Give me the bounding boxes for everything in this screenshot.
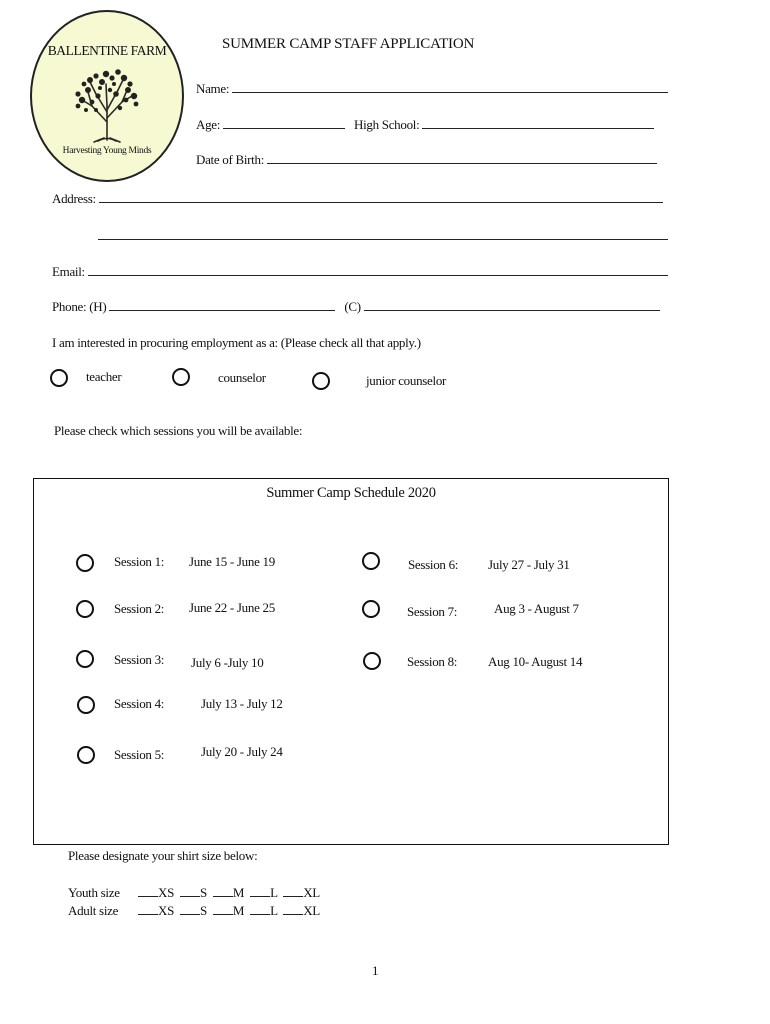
session-7-radio[interactable] (362, 600, 380, 618)
youth-xl-blank[interactable] (283, 884, 303, 897)
session-3-radio[interactable] (76, 650, 94, 668)
youth-s-blank[interactable] (180, 884, 200, 897)
logo-top-text: BALLENTINE FARM (47, 43, 167, 58)
adult-s-label: S (199, 903, 207, 918)
adult-m-label: M (232, 903, 245, 918)
session-4-radio[interactable] (77, 696, 95, 714)
email-field[interactable] (88, 263, 668, 276)
email-label: Email: (52, 264, 85, 279)
adult-l-blank[interactable] (250, 902, 270, 915)
address-label: Address: (52, 191, 96, 206)
ballentine-farm-logo (30, 10, 184, 182)
session-2-label: Session 2: (114, 601, 165, 616)
session-3-label: Session 3: (114, 652, 165, 667)
session-8-label: Session 8: (407, 654, 458, 669)
name-field[interactable] (232, 80, 668, 93)
name-field-row (196, 80, 668, 97)
session-4-dates: July 13 - July 12 (201, 696, 283, 711)
adult-l-label: L (270, 903, 278, 918)
youth-m-label: M (232, 885, 245, 900)
name-label: Name: (196, 81, 230, 96)
session-7-dates: Aug 3 - August 7 (494, 601, 579, 616)
phone-row (52, 298, 660, 315)
youth-m-blank[interactable] (213, 884, 233, 897)
session-1-label: Session 1: (114, 554, 165, 569)
session-6-radio[interactable] (362, 552, 380, 570)
session-8-dates: Aug 10- August 14 (488, 654, 583, 669)
teacher-label: teacher (86, 369, 122, 384)
high-school-label: High School: (354, 117, 420, 132)
page-title: SUMMER CAMP STAFF APPLICATION (222, 36, 475, 52)
counselor-radio[interactable] (172, 368, 190, 386)
youth-size-label: Youth size (68, 885, 120, 900)
youth-l-blank[interactable] (250, 884, 270, 897)
session-5-radio[interactable] (77, 746, 95, 764)
age-school-row (196, 116, 654, 133)
adult-xl-blank[interactable] (283, 902, 303, 915)
phone-home-label: Phone: (H) (52, 299, 107, 314)
session-2-radio[interactable] (76, 600, 94, 618)
adult-xl-label: XL (303, 903, 320, 918)
sessions-prompt: Please check which sessions you will be available: (54, 423, 303, 438)
youth-xs-blank[interactable] (138, 884, 158, 897)
session-5-label: Session 5: (114, 747, 165, 762)
session-6-label: Session 6: (408, 557, 459, 572)
junior-counselor-label: junior counselor (366, 373, 447, 388)
phone-cell-label: (C) (344, 299, 361, 314)
adult-size-label: Adult size (68, 903, 119, 918)
youth-xs-label: XS (158, 885, 175, 900)
youth-l-label: L (270, 885, 278, 900)
dob-row (196, 151, 657, 168)
youth-size-row (68, 884, 320, 901)
email-row (52, 263, 668, 280)
adult-size-row (68, 902, 320, 919)
address-row (52, 190, 663, 207)
age-label: Age: (196, 117, 221, 132)
address-field-2[interactable] (98, 227, 668, 240)
phone-home-field[interactable] (109, 298, 335, 311)
adult-s-blank[interactable] (180, 902, 200, 915)
shirt-size-prompt: Please designate your shirt size below: (68, 848, 258, 863)
session-5-dates: July 20 - July 24 (201, 744, 283, 759)
age-field[interactable] (223, 116, 345, 129)
session-8-radio[interactable] (363, 652, 381, 670)
high-school-field[interactable] (422, 116, 654, 129)
schedule-title: Summer Camp Schedule 2020 (266, 485, 436, 501)
adult-xs-label: XS (158, 903, 175, 918)
dob-label: Date of Birth: (196, 152, 265, 167)
schedule-box (33, 478, 669, 845)
page-number: 1 (372, 963, 379, 978)
phone-cell-field[interactable] (364, 298, 660, 311)
junior-counselor-radio[interactable] (312, 372, 330, 390)
employment-prompt: I am interested in procuring employment as a: (Please check all that apply.) (52, 335, 421, 350)
session-1-radio[interactable] (76, 554, 94, 572)
session-2-dates: June 22 - June 25 (189, 600, 275, 615)
youth-xl-label: XL (303, 885, 320, 900)
adult-xs-blank[interactable] (138, 902, 158, 915)
teacher-radio[interactable] (50, 369, 68, 387)
session-3-dates: July 6 -July 10 (191, 655, 264, 670)
session-1-dates: June 15 - June 19 (189, 554, 275, 569)
dob-field[interactable] (267, 151, 657, 164)
adult-m-blank[interactable] (213, 902, 233, 915)
logo-tagline: Harvesting Young Minds (62, 146, 152, 156)
session-7-label: Session 7: (407, 604, 458, 619)
address-field-1[interactable] (99, 190, 663, 203)
session-6-dates: July 27 - July 31 (488, 557, 570, 572)
counselor-label: counselor (218, 370, 266, 385)
youth-s-label: S (199, 885, 207, 900)
session-4-label: Session 4: (114, 696, 165, 711)
tree-icon (70, 66, 144, 144)
